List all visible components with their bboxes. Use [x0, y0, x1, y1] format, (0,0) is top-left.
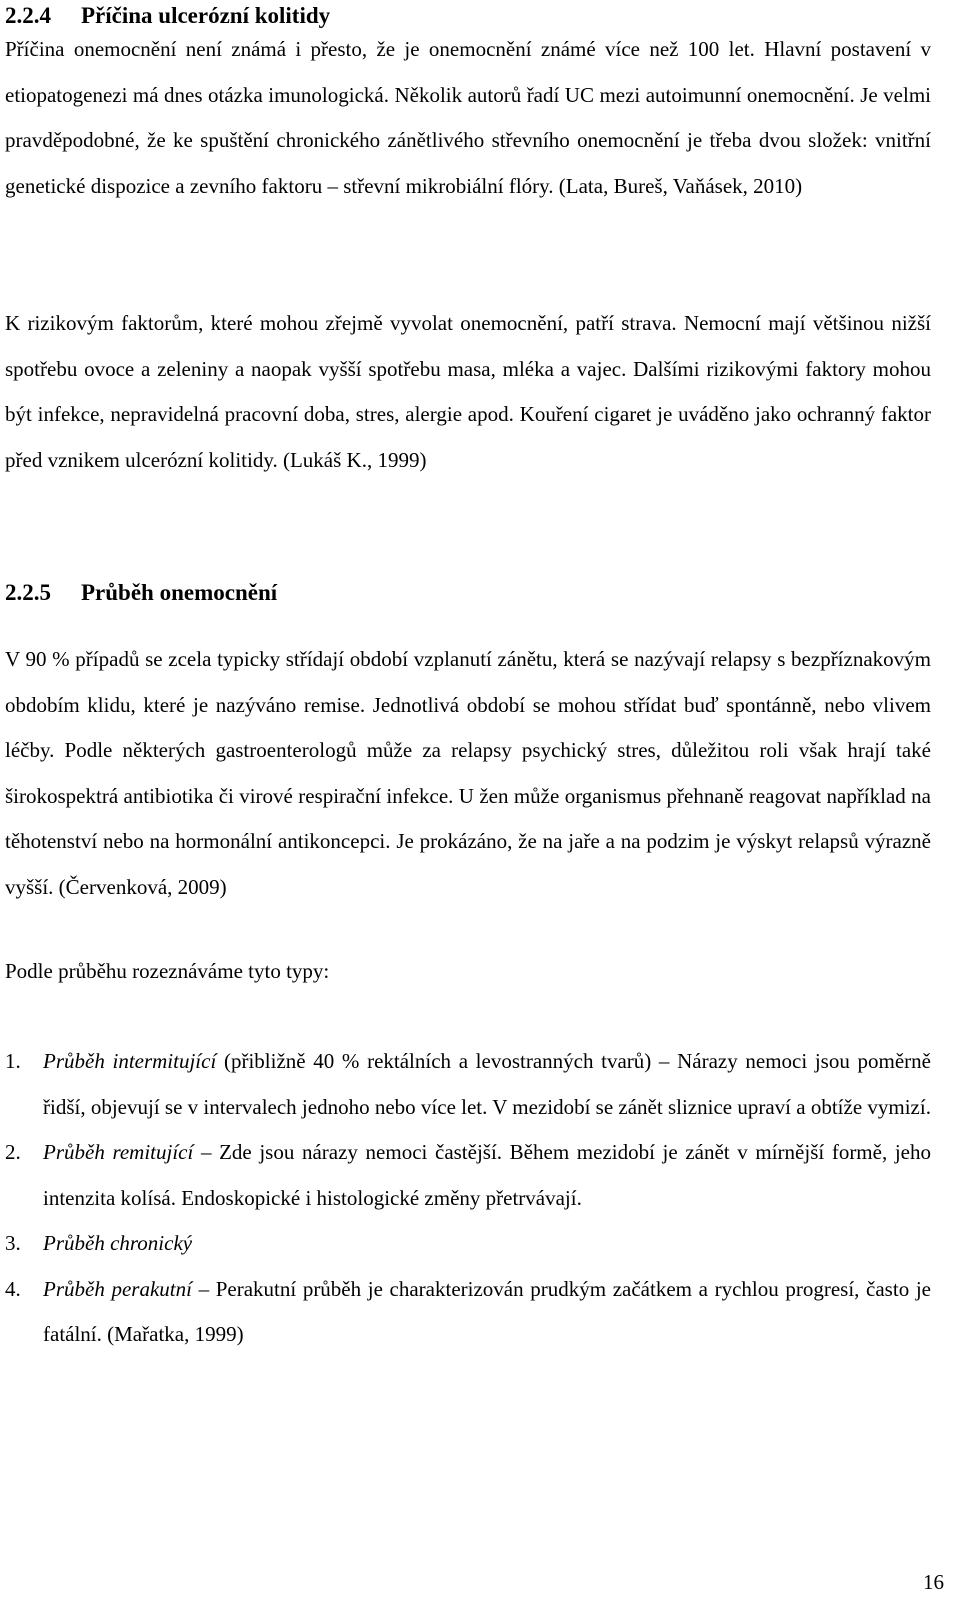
list-number: 4.	[5, 1276, 21, 1301]
paragraph-types-intro: Podle průběhu rozeznáváme tyto typy:	[5, 959, 330, 983]
type-description: (přibližně 40 % rektálních a levostranných tvarů) – Nárazy nemoci jsou poměrně řidší, objevují se v intervalech jednoho nebo více let. V mezidobí se zánět sliznice upraví a obtíže vymizí.	[43, 1049, 931, 1119]
section-heading-2-2-4	[5, 4, 330, 27]
list-number: 3.	[5, 1231, 21, 1255]
paragraph-risk-factors: K rizikovým faktorům, které mohou zřejmě vyvolat onemocnění, patří strava. Nemocní mají většinou nižší spotřebu ovoce a zeleniny a naopak vyšší spotřebu masa, mléka a vajec. Dalšími rizikovými faktory mohou být infekce, nepravidelná pracovní doba, stres, alergie apod. Kouření cigaret je uváděno jako ochranný faktor před vznikem ulcerózní kolitidy. (Lukáš K., 1999)	[5, 311, 931, 472]
list-item	[5, 1267, 931, 1358]
paragraph-cause: Příčina onemocnění není známá i přesto, že je onemocnění známé více než 100 let. Hlavní postavení v etiopatogenezi má dnes otázka imunologická. Několik autorů řadí UC mezi autoimunní onemocnění. Je velmi pravděpodobné, že ke spuštění chronického zánětlivého střevního onemocnění je třeba dvou složek: vnitřní genetické dispozice a zevního faktoru – střevní mikrobiální flóry. (Lata, Bureš, Vaňásek, 2010)	[5, 37, 931, 198]
type-term: Průběh remitující	[43, 1140, 194, 1164]
section-title: Příčina ulcerózní kolitidy	[81, 3, 331, 28]
type-term: Průběh intermitující	[43, 1049, 217, 1073]
section-title: Průběh onemocnění	[81, 580, 278, 605]
type-term: Průběh perakutní	[43, 1276, 192, 1301]
paragraph-course: V 90 % případů se zcela typicky střídají období vzplanutí zánětu, která se nazývají relapsy s bezpříznakovým obdobím klidu, které je nazýváno remise. Jednotlivá období se mohou střídat buď spontánně, nebo vlivem léčby. Podle některých gastroenterologů může za relapsy psychický stres, důležitou roli však hrají také širokospektrá antibiotika či virové respirační infekce. U žen může organismus přehnaně reagovat například na těhotenství nebo na hormonální antikoncepci. Je prokázáno, že na jaře a na podzim je výskyt relapsů výrazně vyšší. (Červenková, 2009)	[5, 647, 931, 899]
list-item	[5, 1130, 931, 1221]
course-types-list	[5, 1039, 931, 1358]
section-number: 2.2.5	[5, 580, 51, 605]
type-description: – Perakutní průběh je charakterizován prudkým začátkem a rychlou progresí, často je fatální. (Mařatka, 1999)	[43, 1276, 931, 1346]
list-number: 2.	[5, 1140, 21, 1164]
section-number: 2.2.4	[5, 3, 51, 28]
section-heading-2-2-5	[5, 581, 277, 604]
list-item	[5, 1039, 931, 1130]
list-number: 1.	[5, 1049, 21, 1073]
page-number: 16	[923, 1570, 944, 1594]
type-description: – Zde jsou nárazy nemoci častější. Během mezidobí je zánět v mírnější formě, jeho intenzita kolísá. Endoskopické i histologické změny přetrvávají.	[43, 1140, 931, 1210]
type-term: Průběh chronický	[43, 1231, 193, 1255]
list-item	[5, 1221, 931, 1267]
